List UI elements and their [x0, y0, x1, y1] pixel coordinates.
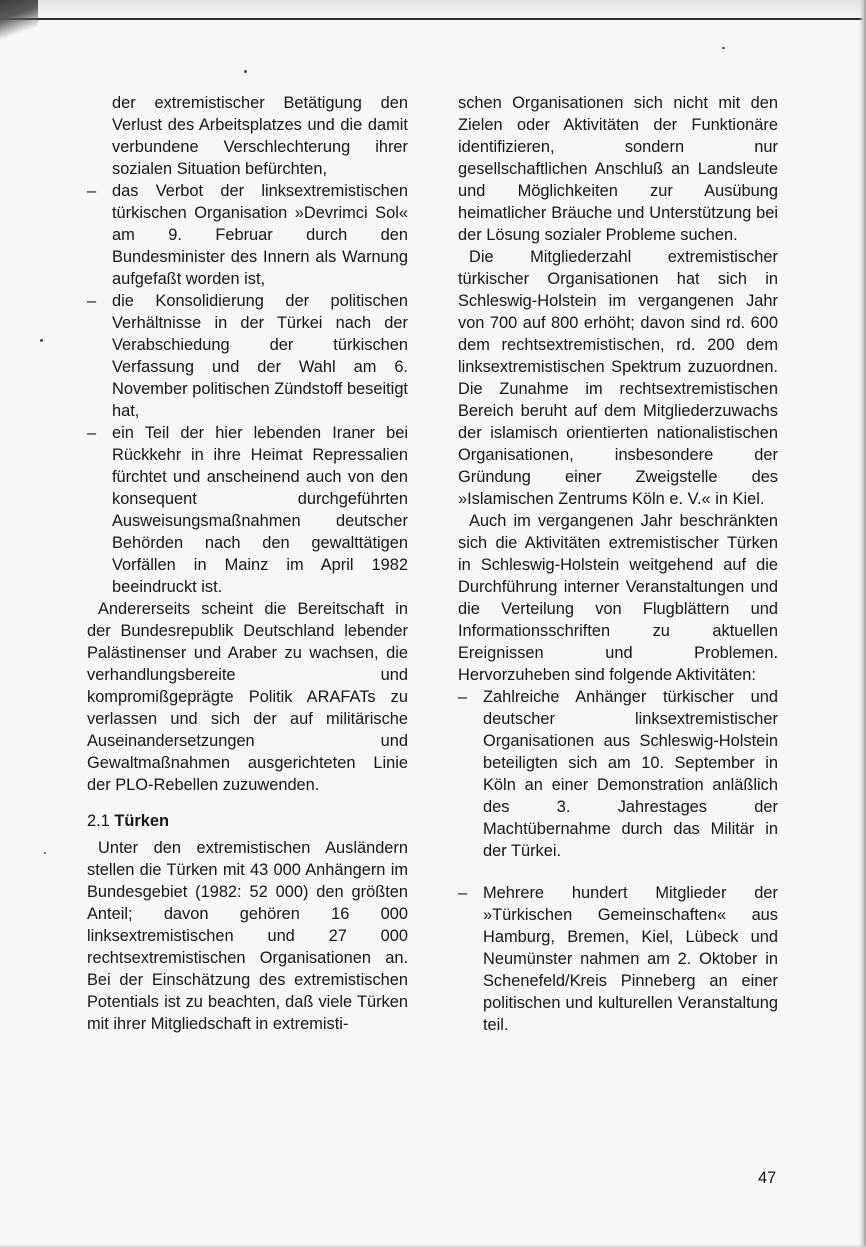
right-column [458, 92, 778, 1036]
scan-corner-shadow [0, 0, 38, 44]
left-bullet-list [87, 180, 408, 598]
list-item: – Mehrere hundert Mitglieder der »Türkischen Gemeinschaften« aus Hamburg, Bremen, Kiel, Lübeck und Neumünster nahmen am 2. Oktober in Schenefeld/Kreis Pinneberg an einer politischen und kulturellen Veranstaltung teil. [458, 882, 778, 1036]
scan-speck [40, 339, 43, 342]
list-item: – ein Teil der hier lebenden Iraner bei Rückkehr in ihre Heimat Repressalien fürchtet und anscheinend auch von den konsequent durchgeführten Ausweisungsmaßnahmen deutscher Behörden nach den gewalttätigen Vorfällen in Mainz im April 1982 beeindruckt ist. [87, 422, 408, 598]
right-continuation-text: schen Organisationen sich nicht mit den Zielen oder Aktivitäten der Funktionäre identifizieren, sondern nur gesellschaftlichen Anschluß an Landsleute und Möglichkeiten zur Ausübung heimatlicher Bräuche und Unterstützung bei der Lösung sozialer Probleme suchen. [458, 94, 778, 244]
scan-speck [44, 852, 46, 854]
list-item: – das Verbot der linksextremistischen türkischen Organisation »Devrimci Sol« am 9. Februar durch den Bundesminister des Innern als Warnung aufgefaßt worden ist, [87, 180, 408, 290]
section-heading [87, 810, 408, 832]
scan-speck [244, 70, 247, 73]
paragraph-mitglieder: Die Mitgliederzahl extremistischer türkischer Organisationen hat sich in Schleswig-Holstein im vergangenen Jahr von 700 auf 800 erhöht; davon sind rd. 600 dem rechtsextremistischen, rd. 200 dem linksextremistischen Spektrum zuzuordnen. Die Zunahme im rechtsextremistischen Bereich beruht auf dem Mitgliederzuwachs der islamisch orientierten nationalistischen Organisationen, insbesondere der Gründung einer Zweigstelle des »Islamischen Zentrums Köln e. V.« in Kiel. [458, 248, 778, 508]
page-number: 47 [758, 1169, 777, 1187]
left-column [87, 92, 408, 1035]
scan-bottom-edge [0, 1244, 866, 1248]
left-continuation-text: der extremistischer Betätigung den Verlust des Arbeitsplatzes und die damit verbundene Verschlechterung ihrer sozialen Situation befürchten, [112, 94, 408, 178]
spacer [87, 796, 408, 810]
list-item: – Zahlreiche Anhänger türkischer und deutscher linksextremistischer Organisationen aus Schleswig-Holstein beteiligten sich am 10. September in Köln an einer Demonstration anläßlich des 3. Jahrestages der Machtübernahme durch das Militär in der Türkei. [458, 686, 778, 862]
paragraph-tuerken: Unter den extremistischen Ausländern stellen die Türken mit 43 000 Anhängern im Bundesgebiet (1982: 52 000) den größten Anteil; davon gehören 16 000 linksextremistischen und 27 000 rechtsextremistischen Organisationen an. Bei der Einschätzung des extremistischen Potentials ist zu beachten, daß viele Türken mit ihrer Mitgliedschaft in extremisti- [87, 839, 408, 1033]
scan-top-edge [0, 0, 866, 20]
scan-top-border [0, 18, 866, 20]
scan-right-edge [859, 0, 866, 1248]
section-number: 2.1 [87, 812, 110, 830]
list-item: – die Konsolidierung der politischen Verhältnisse in der Türkei nach der Verabschiedung der türkischen Verfassung und der Wahl am 6. November politischen Zündstoff beseitigt hat, [87, 290, 408, 422]
paragraph-anderseits: Andererseits scheint die Bereitschaft in der Bundesrepublik Deutschland lebender Palästinenser und Araber zu wachsen, die verhandlungsbereite und kompromißgeprägte Politik ARAFATs zu verlassen und sich der auf militärische Auseinandersetzungen und Gewaltmaßnahmen ausgerichteten Linie der PLO-Rebellen zuzuwenden. [87, 600, 408, 794]
scan-speck [722, 47, 725, 49]
right-bullet-list [458, 686, 778, 1036]
section-title: Türken [114, 812, 170, 830]
paragraph-aktivitaeten: Auch im vergangenen Jahr beschränkten sich die Aktivitäten extremistischer Türken in Schleswig-Holstein weitgehend auf die Durchführung interner Veranstaltungen und die Verteilung von Flugblättern und Informationsschriften zu aktuellen Ereignissen und Problemen. Hervorzuheben sind folgende Aktivitäten: [458, 512, 778, 684]
